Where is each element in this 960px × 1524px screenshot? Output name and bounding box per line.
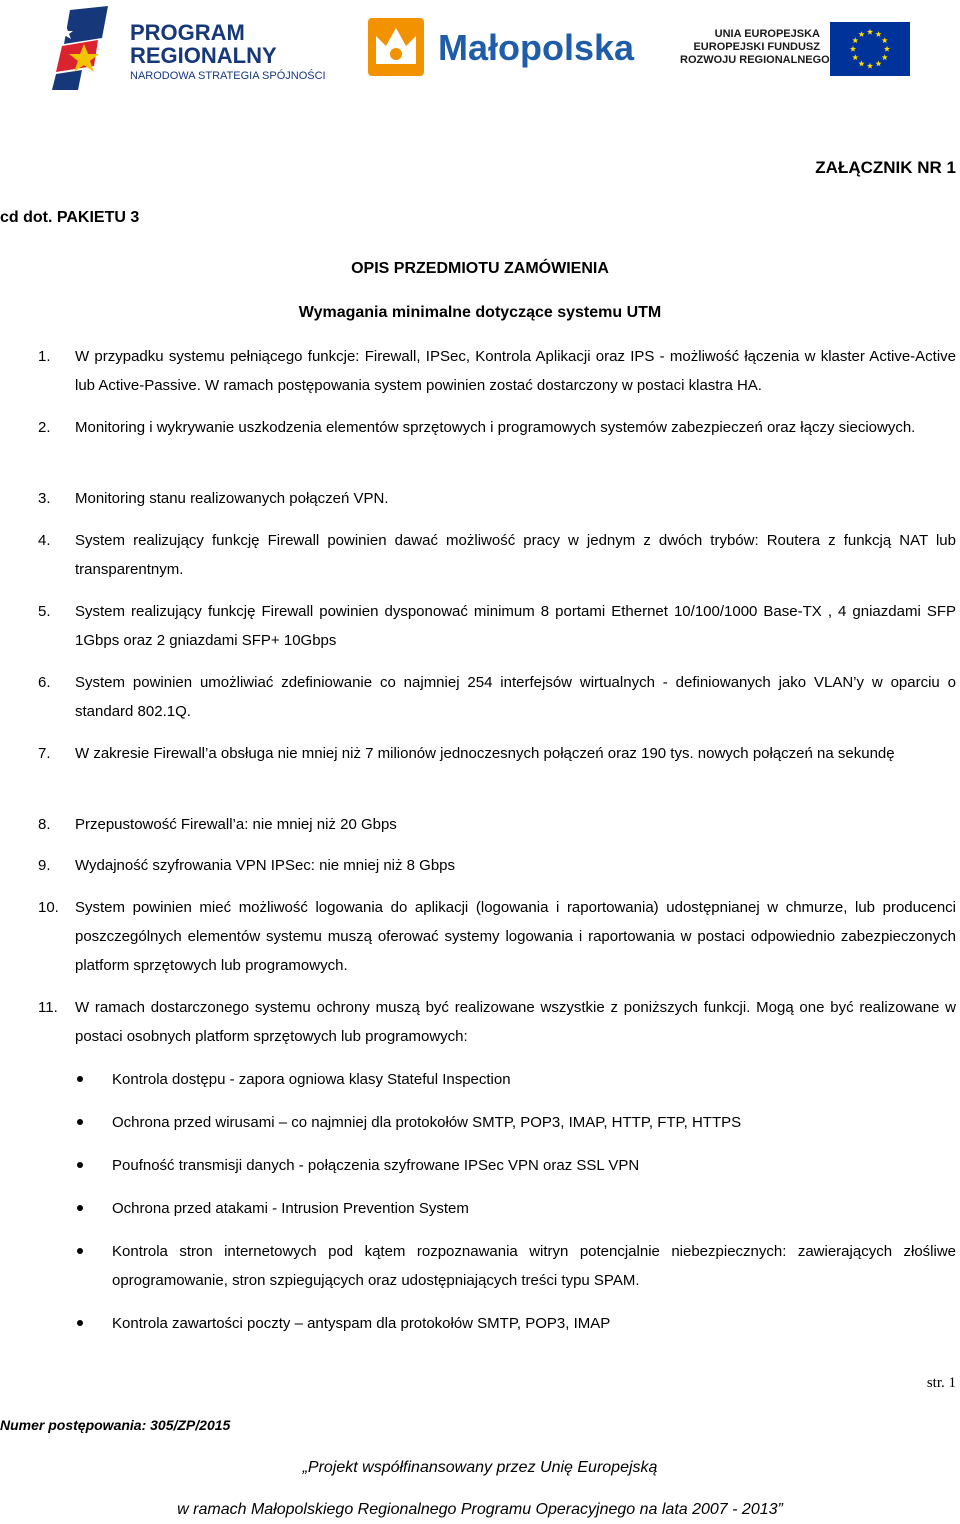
- item-text: System powinien mieć możliwość logowania do aplikacji (logowania i raportowania) udostępnianej w chmurze, lub producenci poszczególnych elementów systemu muszą oferować systemy logowania i raportowania w postaci odpowiednio zabezpieczonych platform sprzętowych lub programowych.: [75, 899, 956, 974]
- item-text: System realizujący funkcję Firewall powinien dysponować minimum 8 portami Ethernet 10/100/1000 Base-TX , 4 gniazdami SFP 1Gbps oraz 2 gniazdami SFP+ 10Gbps: [75, 603, 956, 649]
- bullet-icon: [77, 1076, 83, 1082]
- program-note: w ramach Małopolskiego Regionalnego Programu Operacyjnego na lata 2007 - 2013”: [177, 1501, 783, 1518]
- eu-flag-icon: [830, 22, 910, 76]
- eu-line3: ROZWOJU REGIONALNEGO: [680, 54, 830, 66]
- program-label: PROGRAM: [130, 20, 245, 45]
- star-flag-icon: [52, 4, 116, 90]
- malopolska-crown-icon: [368, 18, 424, 76]
- eu-line2: EUROPEJSKI FUNDUSZ: [693, 41, 820, 53]
- bullet-icon: [77, 1248, 83, 1254]
- page-number: str. 1: [926, 1375, 956, 1391]
- item-text: W przypadku systemu pełniącego funkcje: Firewall, IPSec, Kontrola Aplikacji oraz IPS - możliwość łączenia w klaster Active-Active lub Active-Passive. W ramach postępowania system powinien zostać dostarczony w postaci klastra HA.: [75, 348, 956, 394]
- bullet-icon: [77, 1119, 83, 1125]
- item-text: System realizujący funkcję Firewall powinien dawać możliwość pracy w jednym z dwóch trybów: Routera z funkcją NAT lub transparentnym.: [75, 532, 956, 578]
- item-text: Przepustowość Firewall’a: nie mniej niż 20 Gbps: [75, 816, 397, 833]
- item-number: 9.: [38, 857, 51, 874]
- malopolska-label: Małopolska: [438, 27, 635, 68]
- regionalny-label: REGIONALNY: [130, 43, 277, 68]
- item-number: 3.: [38, 490, 51, 507]
- item-text: Wydajność szyfrowania VPN IPSec: nie mniej niż 8 Gbps: [75, 857, 456, 874]
- bullet-text: Ochrona przed wirusami – co najmniej dla protokołów SMTP, POP3, IMAP, HTTP, FTP, HTTPS: [112, 1114, 742, 1131]
- bullet-text: Kontrola stron internetowych pod kątem rozpoznawania witryn potencjalnie niebezpiecznych: zawierających złośliwe oprogramowanie, stron szpiegujących oraz udostępniających treści typu SPAM.: [112, 1243, 956, 1289]
- bullet-text: Kontrola zawartości poczty – antyspam dla protokołów SMTP, POP3, IMAP: [112, 1315, 611, 1332]
- package-label: cd dot. PAKIETU 3: [0, 209, 140, 226]
- bullet-icon: [77, 1320, 83, 1326]
- document-subtitle: Wymagania minimalne dotyczące systemu UTM: [298, 304, 662, 321]
- document-title: OPIS PRZEDMIOTU ZAMÓWIENIA: [351, 260, 609, 277]
- item-number: 1.: [38, 348, 51, 365]
- bullet-text: Poufność transmisji danych - połączenia szyfrowane IPSec VPN oraz SSL VPN: [112, 1157, 640, 1174]
- item-number: 7.: [38, 745, 51, 762]
- case-number: Numer postępowania: 305/ZP/2015: [0, 1417, 231, 1433]
- item-number: 11.: [38, 999, 58, 1016]
- item-text: W zakresie Firewall’a obsługa nie mniej niż 7 milionów jednoczesnych połączeń oraz 190 tys. nowych połączeń na sekundę: [75, 745, 895, 762]
- annex-label: ZAŁĄCZNIK NR 1: [815, 158, 956, 177]
- item-number: 10.: [38, 899, 59, 916]
- item-text: W ramach dostarczonego systemu ochrony muszą być realizowane wszystkie z poniższych funkcji. Mogą one być realizowane w postaci osobnych platform sprzętowych lub programowych:: [75, 999, 956, 1045]
- bullet-text: Kontrola dostępu - zapora ogniowa klasy Stateful Inspection: [112, 1071, 511, 1088]
- cofinancing-note: „Projekt współfinansowany przez Unię Europejską: [302, 1459, 658, 1476]
- strategy-label: NARODOWA STRATEGIA SPÓJNOŚCI: [130, 70, 326, 82]
- malopolska-logo: [366, 18, 646, 78]
- item-number: 6.: [38, 674, 51, 691]
- item-text: Monitoring stanu realizowanych połączeń VPN.: [75, 490, 389, 507]
- item-number: 8.: [38, 816, 51, 833]
- eu-line1: UNIA EUROPEJSKA: [714, 28, 820, 40]
- item-number: 2.: [38, 419, 51, 436]
- bullet-icon: [77, 1162, 83, 1168]
- eu-logo: [680, 22, 912, 76]
- program-regionalny-logo: [52, 4, 342, 90]
- item-number: 4.: [38, 532, 51, 549]
- item-text: Monitoring i wykrywanie uszkodzenia elementów sprzętowych i programowych systemów zabezpieczeń oraz łączy sieciowych.: [75, 419, 916, 436]
- bullet-icon: [77, 1205, 83, 1211]
- item-number: 5.: [38, 603, 51, 620]
- bullet-text: Ochrona przed atakami - Intrusion Prevention System: [112, 1200, 469, 1217]
- item-text: System powinien umożliwiać zdefiniowanie co najmniej 254 interfejsów wirtualnych - definiowanych jako VLAN’y w oparciu o standard 802.1Q.: [75, 674, 956, 720]
